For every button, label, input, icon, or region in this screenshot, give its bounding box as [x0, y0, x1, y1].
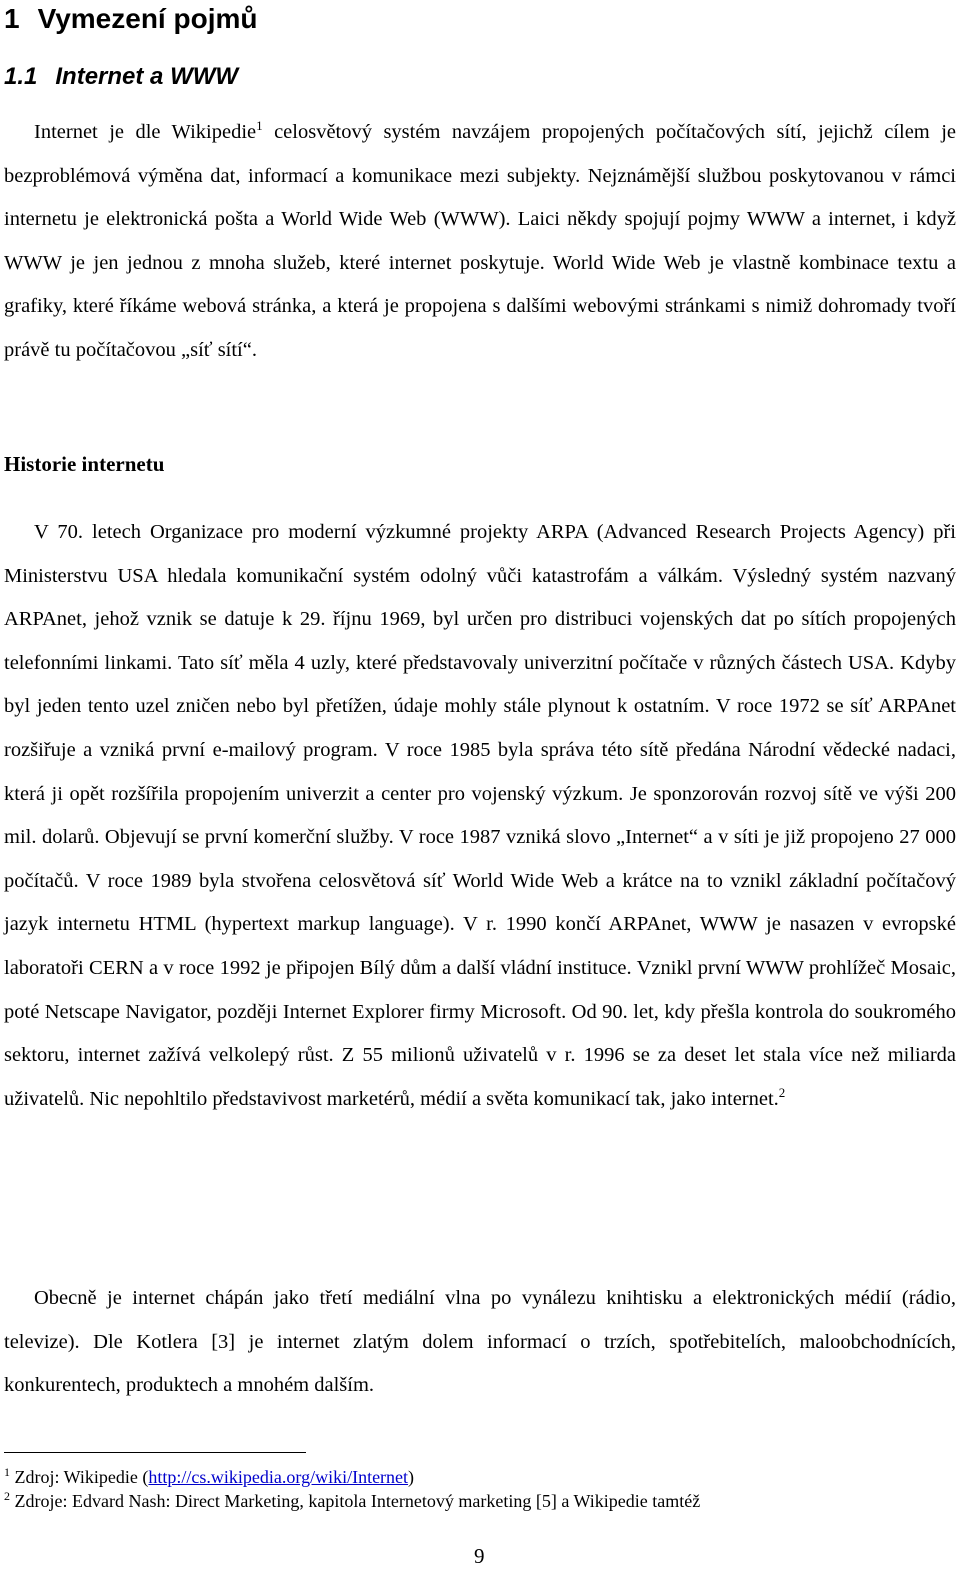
- paragraph-media-wave: Obecně je internet chápán jako třetí mediální vlna po vynálezu knihtisku a elektronických médií (rádio, televize). Dle Kotlera [3] je internet zlatým dolem informací o trzích, spotřebitelích, maloobchodnících, konkurentech, produktech a mnohém dalším.: [4, 1287, 956, 1397]
- paragraph-history: [4, 511, 956, 1121]
- footnote-2-text: Zdroje: Edvard Nash: Direct Marketing, kapitola Internetový marketing [5] a Wikipedie tamtéž: [10, 1491, 701, 1511]
- heading-history: Historie internetu: [4, 452, 165, 476]
- footnote-divider: [4, 1452, 306, 1453]
- footnote-2: [4, 1490, 700, 1512]
- paragraph-1-start: Internet je dle Wikipedie: [34, 121, 257, 143]
- heading-1-title: Vymezení pojmů: [37, 3, 258, 34]
- paragraph-1-rest: celosvětový systém navzájem propojených počítačových sítí, jejichž cílem je bezproblémová výměna dat, informací a komunikace mezi subjekty. Nejznámější službou poskytovanou v rámci internetu je elektronická pošta a World Wide Web (WWW). Laici někdy spojují pojmy WWW a internet, i když WWW je jen jednou z mnoha služeb, které internet poskytuje. World Wide Web je vlastně kombinace textu a grafiky, které říkáme webová stránka, a která je propojena s dalšími webovými stránkami s nimiž dohromady tvoří právě tu počítačovou „síť sítí“.: [4, 121, 956, 361]
- heading-2: [4, 62, 238, 92]
- heading-1-number: 1: [4, 3, 20, 34]
- footnote-1-mark: 1: [4, 1465, 10, 1479]
- document-page: [4, 0, 956, 1568]
- heading-2-title: Internet a WWW: [55, 63, 239, 90]
- footnote-1: [4, 1466, 414, 1488]
- paragraph-2-text: V 70. letech Organizace pro moderní výzkumné projekty ARPA (Advanced Research Projects Agency) při Ministerstvu USA hledala komunikační systém odolný vůči katastrofám a válkám. Výsledný systém nazvaný ARPAnet, jehož vznik se datuje k 29. říjnu 1969, byl určen pro distribuci vojenských dat po sítích propojených telefonními linkami. Tato síť měla 4 uzly, které představovaly univerzitní počítače v různých částech USA. Kdyby byl jeden tento uzel zničen nebo byl přetížen, údaje mohly stále plynout k ostatním. V roce 1972 se síť ARPAnet rozšiřuje a vzniká první e-mailový program. V roce 1985 byla správa této sítě předána Národní vědecké nadaci, která ji opět rozšířila propojením univerzit a center pro vojenský výzkum. Je sponzorován rozvoj sítě ve výši 200 mil. dolarů. Objevují se první komerční služby. V roce 1987 vzniká slovo „Internet“ a v síti je již propojeno 27 000 počítačů. V roce 1989 byla stvořena celosvětová síť World Wide Web a krátce na to vznikl základní počítačový jazyk internetu HTML (hypertext markup language). V r. 1990 končí ARPAnet, WWW je nasazen v evropské laboratoři CERN a v roce 1992 je připojen Bílý dům a další vládní instituce. Vznikl první WWW prohlížeč Mosaic, poté Netscape Navigator, později Internet Explorer firmy Microsoft. Od 90. let, kdy přešla kontrola do soukromého sektoru, internet zažívá velkolepý růst. Z 55 milionů uživatelů v r. 1996 se za deset let stala více než miliarda uživatelů. Nic nepohltilo představivost marketérů, médií a světa komunikací tak, jako internet.: [4, 521, 956, 1110]
- page-number: 9: [474, 1544, 485, 1568]
- footnote-1-text-after: ): [408, 1467, 415, 1487]
- paragraph-internet-definition: [4, 111, 956, 373]
- heading-2-number: 1.1: [4, 63, 38, 90]
- footnote-1-link[interactable]: http://cs.wikipedia.org/wiki/Internet: [148, 1467, 409, 1487]
- footnote-ref-2[interactable]: 2: [778, 1084, 786, 1100]
- heading-1: [4, 0, 956, 36]
- footnote-ref-1[interactable]: 1: [256, 118, 263, 133]
- footnote-1-text-before: Zdroj: Wikipedie (: [10, 1467, 149, 1487]
- footnote-2-mark: 2: [4, 1489, 10, 1503]
